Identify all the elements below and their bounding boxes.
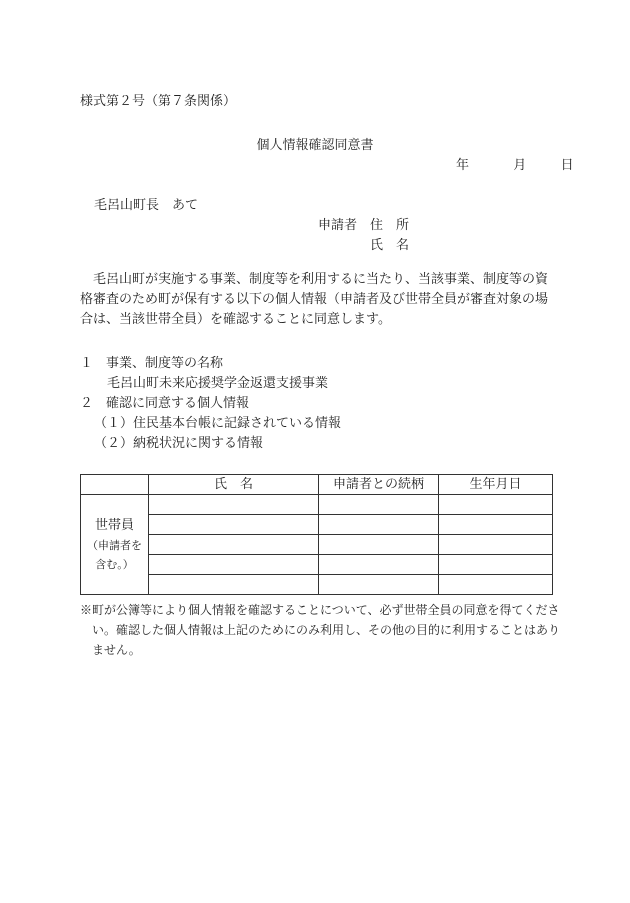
footnote: ※町が公簿等により個人情報を確認することについて、必ず世帯全員の同意を得てください。確認した個人情報は上記のためにのみ利用し、その他の目的に利用することはありません。 <box>80 603 561 657</box>
consent-statement: 毛呂山町が実施する事業、制度等を利用するに当たり、当該事業、制度等の資格審査のため町が保有する以下の個人情報（申請者及び世帯全員が審査対象の場合は、当該世帯全員）を確認することに同意します。 <box>80 272 549 327</box>
member-birthdate-field[interactable] <box>439 555 553 575</box>
household-member-label: 世帯員 <box>94 517 134 533</box>
column-header-relationship: 申請者との続柄 <box>319 475 439 495</box>
member-relationship-field[interactable] <box>319 535 439 555</box>
household-members-table <box>80 474 553 595</box>
item-1-heading: １ 事業、制度等の名称 <box>80 356 224 371</box>
column-header-name: 氏 名 <box>149 475 319 495</box>
table-row <box>81 555 553 575</box>
table-row <box>81 575 553 595</box>
date-day-label: 日 <box>560 158 574 173</box>
item-1-value: 毛呂山町未来応援奨学金返還支援事業 <box>107 376 329 391</box>
date-month-label: 月 <box>513 158 527 173</box>
table-row <box>81 535 553 555</box>
column-header-birthdate: 生年月日 <box>439 475 553 495</box>
member-relationship-field[interactable] <box>319 515 439 535</box>
household-member-note-1: （申請者を <box>87 538 142 552</box>
table-row <box>81 495 553 515</box>
table-corner-cell <box>81 475 149 495</box>
household-member-label-cell <box>81 495 149 595</box>
table-header-row <box>81 475 553 495</box>
item-2-sub-2: （２）納税状況に関する情報 <box>94 436 264 451</box>
member-name-field[interactable] <box>149 495 319 515</box>
member-birthdate-field[interactable] <box>439 495 553 515</box>
date-line <box>456 158 574 174</box>
applicant-address-label: 申請者 住 所 <box>318 218 410 233</box>
member-name-field[interactable] <box>149 535 319 555</box>
member-birthdate-field[interactable] <box>439 515 553 535</box>
item-2-heading: ２ 確認に同意する個人情報 <box>80 396 250 411</box>
table-row <box>81 515 553 535</box>
item-2-sub-1: （１）住民基本台帳に記録されている情報 <box>94 416 342 431</box>
member-name-field[interactable] <box>149 515 319 535</box>
member-birthdate-field[interactable] <box>439 575 553 595</box>
member-name-field[interactable] <box>149 575 319 595</box>
applicant-name-label: 氏 名 <box>370 238 410 253</box>
form-number: 様式第２号（第７条関係） <box>80 94 237 109</box>
date-year-label: 年 <box>456 158 470 173</box>
member-birthdate-field[interactable] <box>439 535 553 555</box>
document-title: 個人情報確認同意書 <box>256 138 374 153</box>
member-relationship-field[interactable] <box>319 495 439 515</box>
member-relationship-field[interactable] <box>319 555 439 575</box>
household-member-note-2: 含む。） <box>95 557 134 571</box>
addressee: 毛呂山町長 あて <box>94 198 199 213</box>
member-name-field[interactable] <box>149 555 319 575</box>
member-relationship-field[interactable] <box>319 575 439 595</box>
